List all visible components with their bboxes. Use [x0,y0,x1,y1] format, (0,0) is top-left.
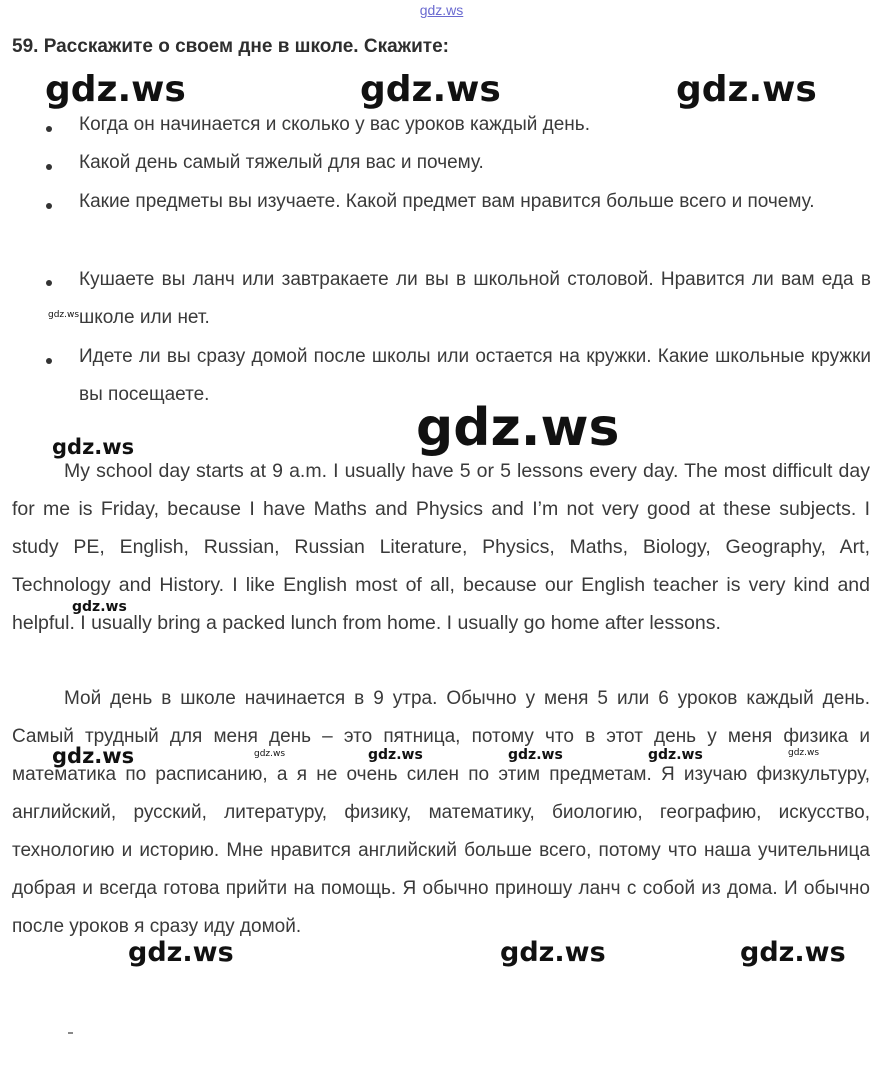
watermark: gdz.ws [48,310,80,320]
watermark: gdz.ws [52,744,135,768]
bullet-dot [46,203,52,209]
watermark: gdz.ws [648,747,703,763]
list-item: Кушаете вы ланч или завтракаете ли вы в школьной столовой. Нравится ли вам еда в школе или нет. [79,269,871,328]
watermark: gdz.ws [368,747,423,763]
watermark: gdz.ws [416,398,620,458]
watermark: gdz.ws [128,937,234,968]
watermark: gdz.ws [52,435,135,459]
watermark: gdz.ws [500,937,606,968]
list-item: Когда он начинается и сколько у вас уроков каждый день. [79,114,590,135]
task-heading: 59. Расскажите о своем дне в школе. Скажите: [12,36,449,57]
watermark: gdz.ws [788,748,820,758]
list-item: Идете ли вы сразу домой после школы или остается на кружки. Какие школьные кружки вы посещаете. [79,346,871,405]
bullet-dot [46,280,52,286]
watermark: gdz.ws [676,69,817,110]
bullet-dot [46,164,52,170]
bullet-dot [46,358,52,364]
bullet-dot [46,126,52,132]
watermark: gdz.ws [254,749,286,759]
site-link[interactable]: gdz.ws [419,2,464,18]
answer-english: My school day starts at 9 a.m. I usually have 5 or 5 lessons every day. The most difficult day for me is Friday, because I have Maths and Physics and I’m not very good at these subjects. I study PE, English, Russian, Russian Literature, Physics, Maths, Biology, Geography, Art, Technology and History. I like English most of all, because our English teacher is very kind and helpful. I usually bring a packed lunch from home. I usually go home after lessons. [12,460,870,634]
list-item: Какой день самый тяжелый для вас и почему. [79,152,484,173]
watermark: gdz.ws [740,937,846,968]
watermark: gdz.ws [72,599,127,615]
list-item: Какие предметы вы изучаете. Какой предмет вам нравится больше всего и почему. [79,191,815,212]
scan-mark [68,1032,73,1034]
watermark: gdz.ws [360,69,501,110]
watermark: gdz.ws [508,747,563,763]
answer-russian: Мой день в школе начинается в 9 утра. Обычно у меня 5 или 6 уроков каждый день. Самый трудный для меня день – это пятница, потому что в этот день у меня физика и математика по расписанию, а я не очень силен по этим предметам. Я изучаю физкультуру, английский, русский, литературу, физику, математику, биологию, географию, искусство, технологию и историю. Мне нравится английский больше всего, потому что наша учительница добрая и всегда готова прийти на помощь. Я обычно приношу ланч с собой из дома. И обычно после уроков я сразу иду домой. [12,688,870,937]
watermark: gdz.ws [45,69,186,110]
